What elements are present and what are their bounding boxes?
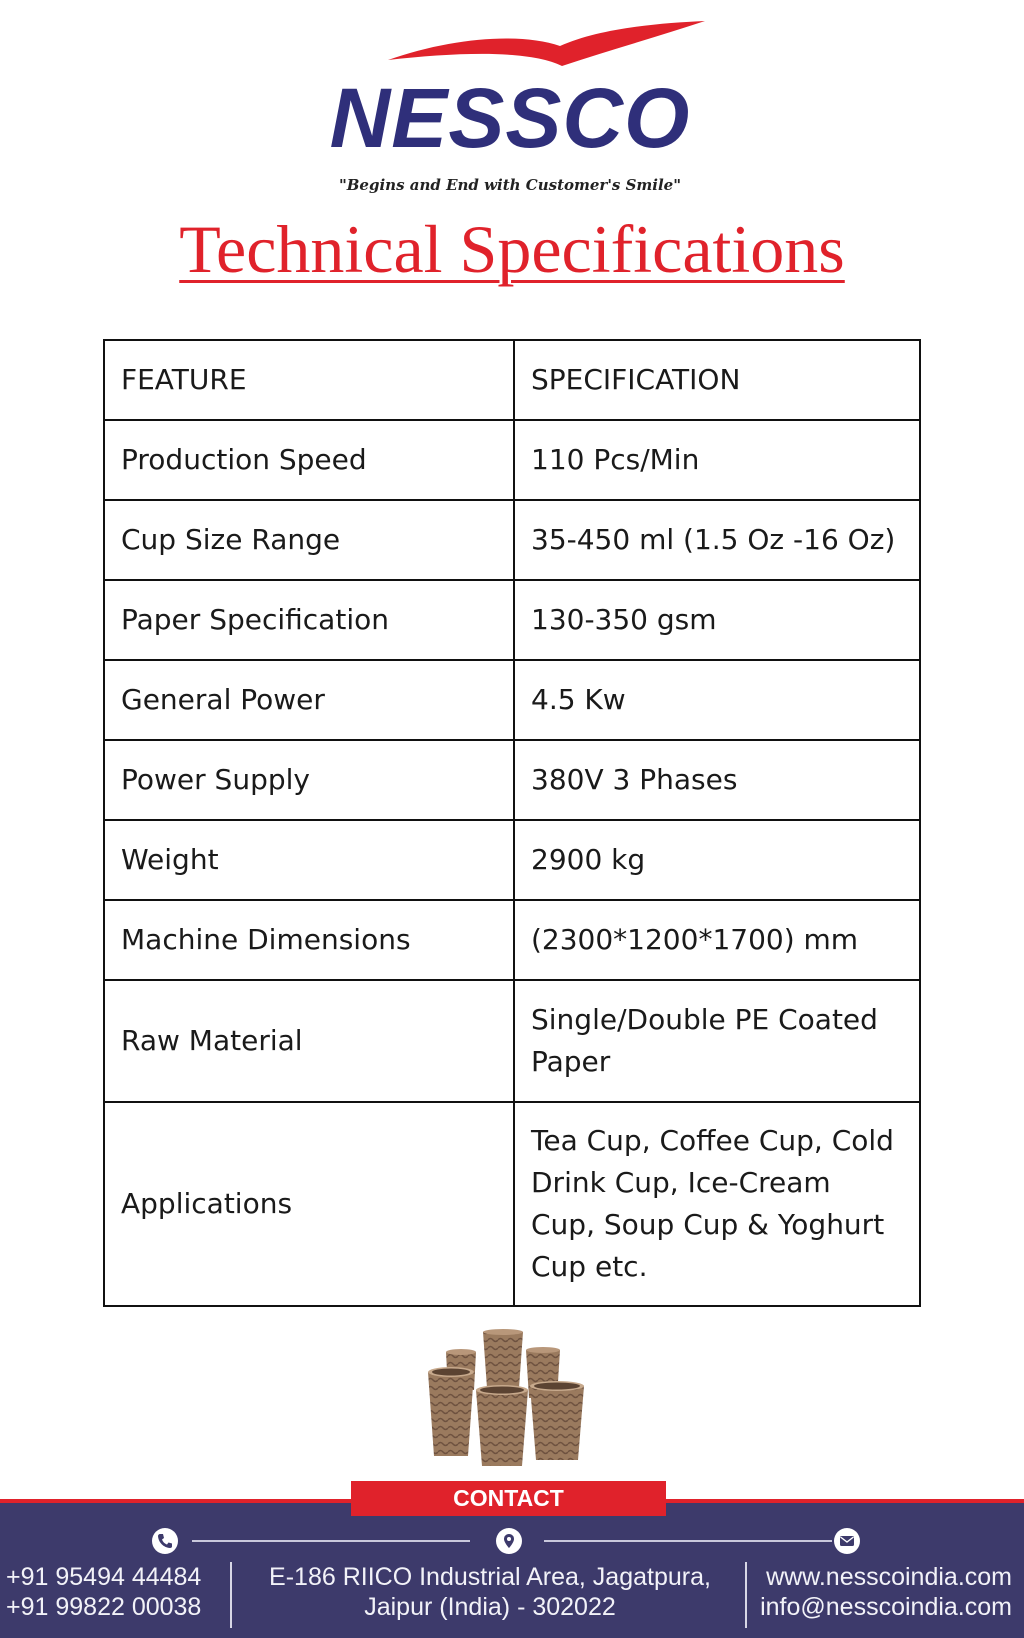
table-row [104,1102,920,1306]
table-row [104,500,920,580]
spec-cell: Single/Double PE Coated Paper [514,980,920,1102]
feature-cell: Power Supply [104,740,514,820]
mail-icon [834,1528,860,1554]
column-header-feature: FEATURE [104,340,514,420]
table-row [104,660,920,740]
table-row [104,580,920,660]
feature-cell: Weight [104,820,514,900]
table-row [104,900,920,980]
spec-cell: 130-350 gsm [514,580,920,660]
address-line-1: E-186 RIICO Industrial Area, Jagatpura, [269,1563,711,1591]
brand-logo [300,18,720,194]
footer-divider-line [192,1540,470,1542]
table-header-row [104,340,920,420]
column-header-specification: SPECIFICATION [514,340,920,420]
brand-wordmark: NESSCO [329,71,691,165]
spec-cell: 380V 3 Phases [514,740,920,820]
feature-cell: General Power [104,660,514,740]
feature-cell: Paper Specification [104,580,514,660]
spec-cell: 35-450 ml (1.5 Oz -16 Oz) [514,500,920,580]
brand-tagline: "Begins and End with Customer's Smile" [338,176,682,194]
feature-cell: Raw Material [104,980,514,1102]
spec-cell: Tea Cup, Coffee Cup, Cold Drink Cup, Ice-Cream Cup, Soup Cup & Yoghurt Cup etc. [514,1102,920,1306]
paper-cups-image [428,1328,598,1468]
table-row [104,820,920,900]
spec-table [103,339,921,1307]
feature-cell: Cup Size Range [104,500,514,580]
table-row [104,980,920,1102]
feature-cell: Machine Dimensions [104,900,514,980]
feature-cell: Applications [104,1102,514,1306]
footer-column-divider [745,1562,747,1628]
footer-column-divider [230,1562,232,1628]
spec-cell: (2300*1200*1700) mm [514,900,920,980]
location-pin-icon [496,1528,522,1554]
spec-cell: 110 Pcs/Min [514,420,920,500]
table-row [104,420,920,500]
spec-cell: 4.5 Kw [514,660,920,740]
spec-cell: 2900 kg [514,820,920,900]
phone-icon [152,1528,178,1554]
website-link[interactable]: www.nesscoindia.com [766,1563,1012,1591]
contact-label: CONTACT [351,1481,666,1516]
footer-divider-line [544,1540,832,1542]
address-line-2: Jaipur (India) - 302022 [364,1593,616,1621]
table-row [104,740,920,820]
phone-number-1[interactable]: +91 95494 44484 [6,1563,202,1591]
phone-number-2[interactable]: +91 99822 00038 [6,1593,202,1621]
feature-cell: Production Speed [104,420,514,500]
page-title: Technical Specifications [179,211,845,287]
email-link[interactable]: info@nesscoindia.com [760,1593,1012,1621]
